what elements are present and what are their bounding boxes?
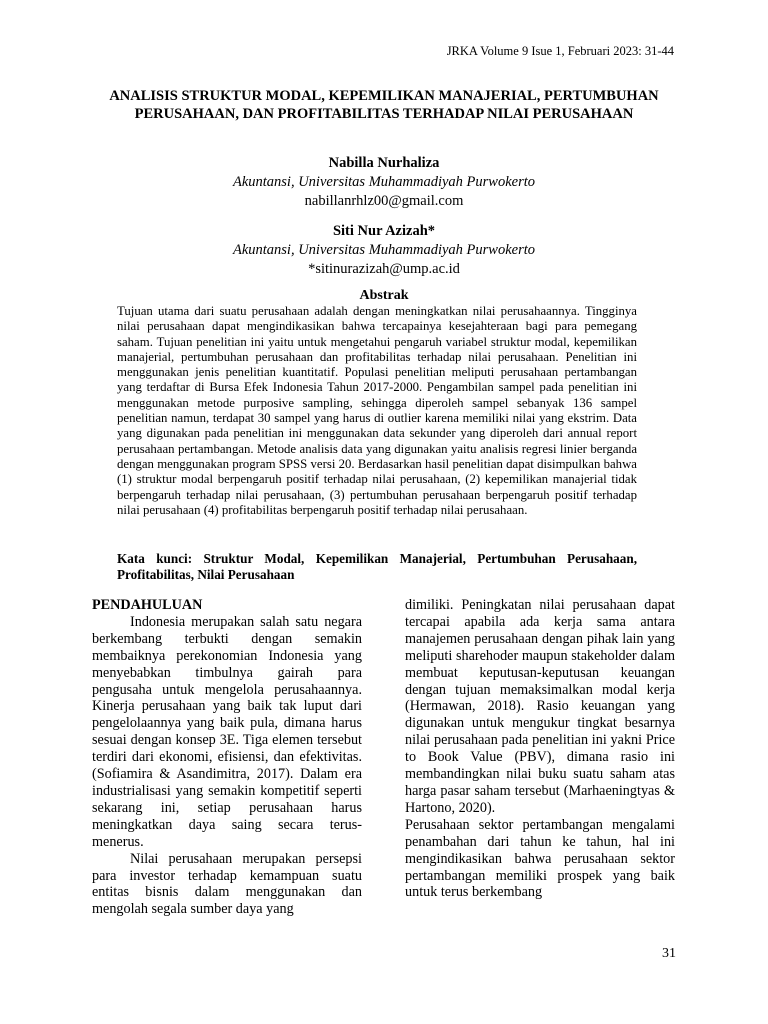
abstract-heading: Abstrak — [359, 288, 409, 303]
abstract-text: Tujuan utama dari suatu perusahaan adalah dengan meningkatkan nilai perusahaannya. Tingginya nilai perusahaan dapat mengindikasikan bahwa tercapainya kesejahteraan bagi para pemegang saham. Tujuan penelitian ini yaitu untuk mengetahui pengaruh variabel struktur modal, kepemilikan manajerial, pertumbuhan perusahaan dan profitabilitas terhadap nilai perusahaan. Penelitian ini menggunakan jenis penelitian kuantitatif. Populasi penelitian meliputi perusahaan pertambangan yang terdaftar di Bursa Efek Indonesia Tahun 2017-2000. Pengambilan sampel pada penelitian ini menggunakan metode purposive sampling, sehingga diperoleh sampel sebanyak 136 sampel penelitian namun, terdapat 30 sampel yang harus di outlier karena memiliki nilai yang ekstrim. Data yang digunakan pada penelitian ini menggunakan data sekunder yang diperoleh dari annual report perusahaan pertambangan. Metode analisis data yang digunakan yaitu analisis regresi linier berganda dengan menggunakan program SPSS versi 20. Berdasarkan hasil penelitian dapat disimpulkan bahwa (1) struktur modal berpengaruh positif terhadap nilai perusahaan, (2) kepemilikan manajerial tidak berpengaruh terhadap nilai perusahaan, (3) pertumbuhan perusahaan berpengaruh positif terhadap nilai perusahaan (4) profitabilitas berpengaruh positif terhadap nilai perusahaan. — [117, 304, 637, 517]
author-affiliation: Akuntansi, Universitas Muhammadiyah Purwokerto — [232, 242, 536, 258]
keywords: Kata kunci: Struktur Modal, Kepemilikan Manajerial, Pertumbuhan Perusahaan, Profitabilitas, Nilai Perusahaan — [117, 551, 637, 582]
author-block-2 — [92, 222, 676, 279]
body-paragraph: Perusahaan sektor pertambangan mengalami penambahan dari tahun ke tahun, hal ini mengindikasikan bahwa perusahaan sektor pertambangan memiliki prospek yang baik untuk terus berkembang — [405, 816, 675, 901]
author-name: Siti Nur Azizah* — [332, 223, 436, 239]
article-title: ANALISIS STRUKTUR MODAL, KEPEMILIKAN MANAJERIAL, PERTUMBUHAN PERUSAHAAN, DAN PROFITABILITAS TERHADAP NILAI PERUSAHAAN — [109, 88, 659, 122]
author-email: *sitinurazizah@ump.ac.id — [308, 261, 460, 277]
page-number: 31 — [662, 946, 676, 961]
section-heading: PENDAHULUAN — [92, 597, 203, 613]
body-paragraph: Nilai perusahaan merupakan persepsi para investor terhadap kemampuan suatu entitas bisnis dalam menggunakan dan mengolah segala sumber daya yang — [92, 850, 362, 918]
author-block-1 — [92, 154, 676, 211]
left-column — [92, 597, 362, 918]
author-affiliation: Akuntansi, Universitas Muhammadiyah Purwokerto — [232, 174, 536, 190]
author-email: nabillanrhlz00@gmail.com — [304, 193, 464, 209]
body-paragraph: Indonesia merupakan salah satu negara berkembang terbukti dengan semakin membaiknya perekonomian Indonesia yang menyebabkan timbulnya gairah para pengusaha untuk mengelola perusahaannya. Kinerja perusahaan yang baik tak luput dari pengelolaannya yang baik pula, dimana harus sesuai dengan konsep 3E. Tiga elemen tersebut terdiri dari ekonomi, efisiensi, dan efektivitas. (Sofiamira & Asandimitra, 2017). Dalam era industrialisasi yang semakin kompetitif seperti sekarang ini, setiap perusahaan harus meningkatkan daya saing secara terus-menerus. — [92, 613, 362, 850]
right-column — [405, 597, 675, 901]
journal-reference: JRKA Volume 9 Isue 1, Februari 2023: 31-44 — [446, 44, 674, 58]
author-name: Nabilla Nurhaliza — [328, 155, 440, 171]
body-paragraph: dimiliki. Peningkatan nilai perusahaan dapat tercapai apabila ada kerja sama antara manajemen perusahaan dengan pihak lain yang meliputi sharehoder maupun stakeholder dalam membuat keputusan-keputusan keuangan dengan tujuan memaksimalkan modal kerja (Hermawan, 2018). Rasio keuangan yang digunakan untuk mengukur tingkat besarnya nilai perusahaan pada penelitian ini yakni Price to Book Value (PBV), dimana rasio ini membandingkan nilai buku suatu saham atas harga pasar saham tersebut (Marhaeningtyas & Hartono, 2020). — [405, 597, 675, 816]
